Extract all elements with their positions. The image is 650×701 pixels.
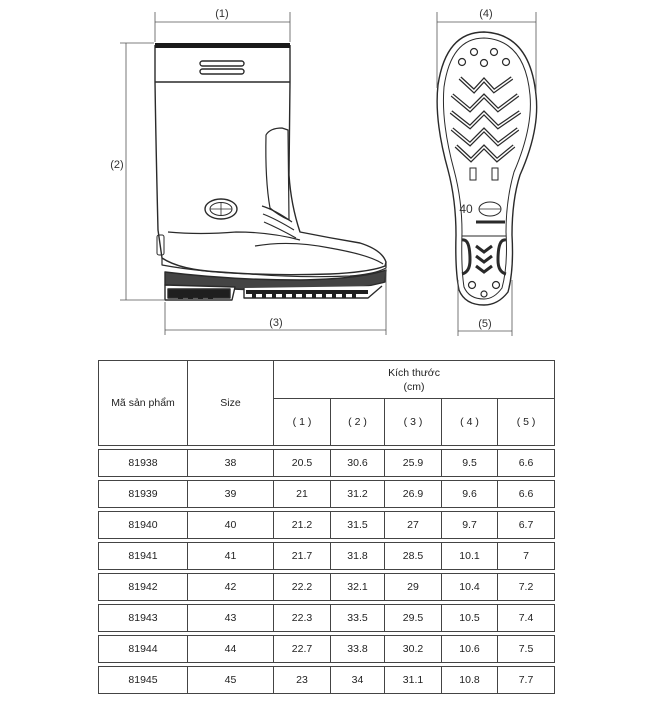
header-dimensions-title: Kích thước (388, 366, 440, 379)
cell-size: 41 (188, 543, 274, 570)
cell-dim-1: 22.2 (274, 574, 331, 601)
table-row (99, 481, 555, 508)
header-dim-4: ( 4 ) (442, 399, 498, 446)
boot-side-view (155, 43, 386, 300)
cell-dim-4: 10.1 (442, 543, 498, 570)
cell-dim-5: 7.2 (498, 574, 555, 601)
cell-size: 44 (188, 636, 274, 663)
cell-dim-1: 21.2 (274, 512, 331, 539)
table-row (99, 667, 555, 694)
dimension-3-label: (3) (269, 317, 283, 329)
cell-size: 39 (188, 481, 274, 508)
cell-dim-2: 33.8 (331, 636, 385, 663)
table-row (99, 605, 555, 632)
cell-dim-3: 29.5 (385, 605, 442, 632)
header-dimensions-unit: (cm) (403, 380, 425, 393)
cell-size: 45 (188, 667, 274, 694)
cell-dim-4: 10.5 (442, 605, 498, 632)
header-dim-1: ( 1 ) (274, 399, 331, 446)
cell-dim-3: 29 (385, 574, 442, 601)
dimension-2-label: (2) (110, 159, 124, 171)
header-product-code: Mã sản phẩm (99, 361, 188, 446)
cell-dim-2: 30.6 (331, 450, 385, 477)
cell-dim-4: 10.8 (442, 667, 498, 694)
cell-dim-1: 20.5 (274, 450, 331, 477)
table-row (99, 450, 555, 477)
cell-dim-4: 10.4 (442, 574, 498, 601)
table-row (99, 543, 555, 570)
cell-dim-2: 31.2 (331, 481, 385, 508)
cell-dim-4: 9.5 (442, 450, 498, 477)
cell-dim-3: 25.9 (385, 450, 442, 477)
cell-dim-1: 22.7 (274, 636, 331, 663)
cell-dim-2: 34 (331, 667, 385, 694)
cell-dim-4: 9.7 (442, 512, 498, 539)
cell-dim-2: 32.1 (331, 574, 385, 601)
cell-dim-4: 10.6 (442, 636, 498, 663)
cell-dim-2: 31.8 (331, 543, 385, 570)
cell-size: 43 (188, 605, 274, 632)
sole-size-mark: 40 (459, 202, 473, 216)
table-row (99, 636, 555, 663)
cell-dim-1: 21 (274, 481, 331, 508)
cell-dim-1: 21.7 (274, 543, 331, 570)
cell-dim-2: 33.5 (331, 605, 385, 632)
table-row (99, 512, 555, 539)
cell-dim-5: 6.6 (498, 481, 555, 508)
dimension-4-label: (4) (479, 8, 493, 20)
size-specification-table (98, 360, 555, 694)
cell-dim-2: 31.5 (331, 512, 385, 539)
cell-product-code: 81944 (99, 636, 188, 663)
header-dimensions (274, 361, 555, 399)
cell-dim-3: 27 (385, 512, 442, 539)
cell-dim-5: 6.6 (498, 450, 555, 477)
cell-dim-3: 28.5 (385, 543, 442, 570)
cell-dim-5: 7 (498, 543, 555, 570)
header-dim-5: ( 5 ) (498, 399, 555, 446)
header-dim-2: ( 2 ) (331, 399, 385, 446)
cell-dim-5: 7.5 (498, 636, 555, 663)
cell-product-code: 81942 (99, 574, 188, 601)
cell-product-code: 81939 (99, 481, 188, 508)
cell-dim-4: 9.6 (442, 481, 498, 508)
boot-sole-view (437, 32, 537, 305)
dimension-5-label: (5) (478, 318, 492, 330)
dimension-1-label: (1) (215, 8, 229, 20)
boot-dimension-diagram (0, 0, 650, 345)
cell-dim-5: 7.7 (498, 667, 555, 694)
cell-product-code: 81941 (99, 543, 188, 570)
cell-size: 40 (188, 512, 274, 539)
cell-size: 42 (188, 574, 274, 601)
cell-dim-3: 30.2 (385, 636, 442, 663)
cell-product-code: 81938 (99, 450, 188, 477)
table-row (99, 574, 555, 601)
cell-dim-5: 7.4 (498, 605, 555, 632)
cell-product-code: 81943 (99, 605, 188, 632)
cell-dim-1: 22.3 (274, 605, 331, 632)
cell-size: 38 (188, 450, 274, 477)
cell-product-code: 81945 (99, 667, 188, 694)
cell-product-code: 81940 (99, 512, 188, 539)
cell-dim-3: 31.1 (385, 667, 442, 694)
header-size: Size (188, 361, 274, 446)
cell-dim-3: 26.9 (385, 481, 442, 508)
cell-dim-5: 6.7 (498, 512, 555, 539)
cell-dim-1: 23 (274, 667, 331, 694)
header-dim-3: ( 3 ) (385, 399, 442, 446)
